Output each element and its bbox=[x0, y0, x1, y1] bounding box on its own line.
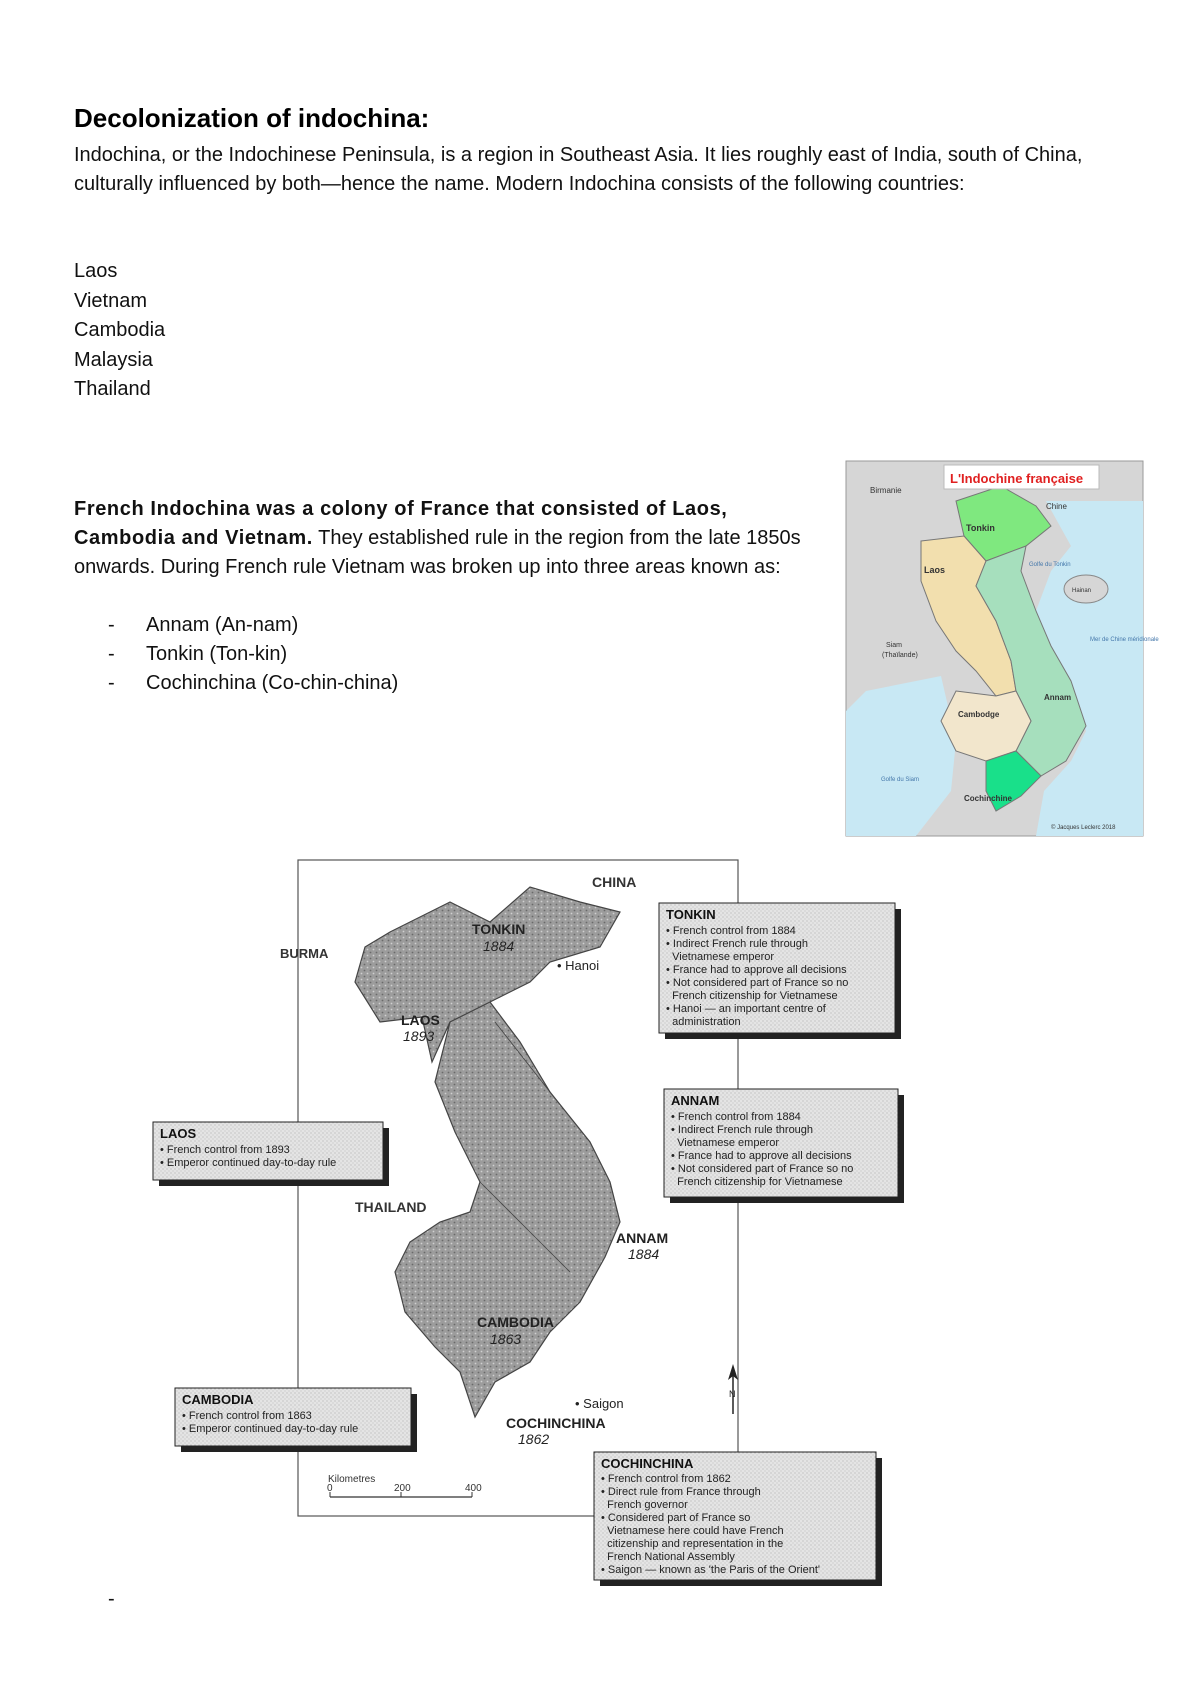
list-item: Cambodia bbox=[74, 319, 166, 341]
callout-cochinchina bbox=[594, 1452, 882, 1586]
callout-line: • Emperor continued day-to-day rule bbox=[182, 1423, 359, 1435]
callout-line: • French control from 1862 bbox=[601, 1473, 731, 1485]
callout-cambodia bbox=[175, 1388, 417, 1452]
list-dash: - bbox=[108, 614, 115, 636]
label-tonkin-year: 1884 bbox=[483, 938, 515, 954]
bold-statement: French Indochina was a colony of France that consisted of Laos, Cambodia and Vietnam. bbox=[74, 498, 728, 549]
colour-map bbox=[846, 461, 1159, 836]
callout-title: COCHINCHINA bbox=[601, 1456, 694, 1471]
label-cambodia: CAMBODIA bbox=[477, 1314, 554, 1330]
callout-line: • French control from 1893 bbox=[160, 1144, 290, 1156]
scale-tick-label: 0 bbox=[327, 1483, 333, 1494]
page-title: Decolonization of indochina: bbox=[74, 103, 430, 133]
list-item bbox=[108, 669, 398, 698]
callout-line: French citizenship for Vietnamese bbox=[671, 1176, 843, 1188]
callout-line: • Saigon — known as 'the Paris of the Orient' bbox=[601, 1564, 820, 1576]
list-item-text: Annam (An-nam) bbox=[146, 614, 299, 636]
label-annam: Annam bbox=[1044, 693, 1072, 702]
annotated-map bbox=[150, 852, 890, 1588]
label-siam: Siam bbox=[886, 642, 902, 649]
scale-tick-label: 400 bbox=[465, 1483, 482, 1494]
scale-tick-label: 200 bbox=[394, 1483, 411, 1494]
label-hainan: Hainan bbox=[1072, 588, 1092, 594]
label-laos-year: 1893 bbox=[403, 1028, 435, 1044]
label-thailande: (Thaïlande) bbox=[882, 652, 918, 659]
intro-paragraph: Indochina, or the Indochinese Peninsula, is a region in Southeast Asia. It lies roughly east of India, south of China, culturally influenced by both—hence the name. Modern Indochina consists of the following countries: bbox=[74, 144, 1083, 195]
callout-line: • Not considered part of France so no bbox=[671, 1163, 854, 1175]
callout-line: • French control from 1863 bbox=[182, 1410, 312, 1422]
callout-line: French governor bbox=[601, 1499, 688, 1511]
label-laos: Laos bbox=[924, 565, 946, 575]
label-cambodia-year: 1863 bbox=[490, 1331, 522, 1347]
list-item: Malaysia bbox=[74, 348, 153, 371]
callout-line: • France had to approve all decisions bbox=[671, 1150, 852, 1162]
french-indochina-paragraph bbox=[74, 495, 834, 582]
callout-line: citizenship and representation in the bbox=[601, 1538, 784, 1550]
callout-line: • Not considered part of France so no bbox=[666, 977, 849, 989]
callout-line: • French control from 1884 bbox=[671, 1111, 801, 1123]
label-golfe-siam: Golfe du Siam bbox=[881, 777, 920, 783]
label-tonkin: Tonkin bbox=[966, 523, 995, 533]
list-item: Laos bbox=[74, 260, 118, 282]
callout-tonkin bbox=[659, 903, 901, 1039]
label-golfe-tonkin: Golfe du Tonkin bbox=[1029, 562, 1071, 568]
label-hanoi: • Hanoi bbox=[557, 958, 600, 973]
scale-title: Kilometres bbox=[328, 1474, 376, 1485]
list-dash: - bbox=[108, 672, 115, 694]
callout-laos bbox=[153, 1122, 389, 1186]
callout-line: French citizenship for Vietnamese bbox=[666, 990, 838, 1002]
callout-line: • Indirect French rule through bbox=[671, 1124, 814, 1136]
paragraph-rest: They established rule in the region from the late 1850s onwards. During French rule Vietnam was broken up into three areas known as: bbox=[74, 527, 801, 578]
callout-line: • French control from 1884 bbox=[666, 925, 796, 937]
label-china: CHINA bbox=[592, 874, 637, 890]
list-item bbox=[108, 611, 398, 640]
label-tonkin: TONKIN bbox=[472, 921, 526, 937]
list-item: Thailand bbox=[74, 378, 151, 400]
callout-title: LAOS bbox=[160, 1126, 197, 1141]
callout-line: • Emperor continued day-to-day rule bbox=[160, 1157, 337, 1169]
label-laos: LAOS bbox=[401, 1012, 440, 1028]
label-burma: BURMA bbox=[280, 946, 329, 961]
label-annam-year: 1884 bbox=[628, 1246, 660, 1262]
callout-line: French National Assembly bbox=[601, 1551, 735, 1563]
label-cambodge: Cambodge bbox=[958, 710, 1000, 719]
label-thailand: THAILAND bbox=[355, 1199, 427, 1215]
callout-line: administration bbox=[666, 1016, 741, 1028]
callout-line: • Indirect French rule through bbox=[666, 938, 809, 950]
label-cochinchine: Cochinchine bbox=[964, 794, 1013, 803]
callout-title: CAMBODIA bbox=[182, 1392, 254, 1407]
callout-title: ANNAM bbox=[671, 1093, 720, 1108]
callout-title: TONKIN bbox=[666, 907, 716, 922]
north-label: N bbox=[729, 1389, 736, 1399]
callout-line: Vietnamese emperor bbox=[671, 1137, 780, 1149]
label-cochinchina: COCHINCHINA bbox=[506, 1415, 606, 1431]
list-item bbox=[108, 640, 398, 669]
map-credit: © Jacques Leclerc 2018 bbox=[1051, 825, 1116, 831]
label-saigon: • Saigon bbox=[575, 1396, 624, 1411]
callout-line: Vietnamese emperor bbox=[666, 951, 775, 963]
label-annam: ANNAM bbox=[616, 1230, 669, 1246]
label-birmanie: Birmanie bbox=[870, 486, 902, 495]
callout-line: • Considered part of France so bbox=[601, 1512, 751, 1524]
list-dash: - bbox=[108, 643, 115, 665]
trailing-dash: - bbox=[108, 1588, 115, 1610]
callout-line: • Direct rule from France through bbox=[601, 1486, 761, 1498]
country-list bbox=[74, 257, 165, 405]
label-mer: Mer de Chine méridionale bbox=[1090, 637, 1159, 643]
label-chine: Chine bbox=[1046, 502, 1067, 511]
label-cochinchina-year: 1862 bbox=[518, 1431, 550, 1447]
areas-list bbox=[108, 611, 398, 698]
callout-line: • Hanoi — an important centre of bbox=[666, 1003, 826, 1015]
map-title: L'Indochine française bbox=[950, 471, 1084, 486]
callout-line: Vietnamese here could have French bbox=[601, 1525, 784, 1537]
callout-annam bbox=[664, 1089, 904, 1203]
callout-line: • France had to approve all decisions bbox=[666, 964, 847, 976]
list-item: Vietnam bbox=[74, 289, 148, 312]
list-item-text: Tonkin (Ton-kin) bbox=[146, 643, 288, 665]
list-item-text: Cochinchina (Co-chin-china) bbox=[146, 672, 399, 694]
